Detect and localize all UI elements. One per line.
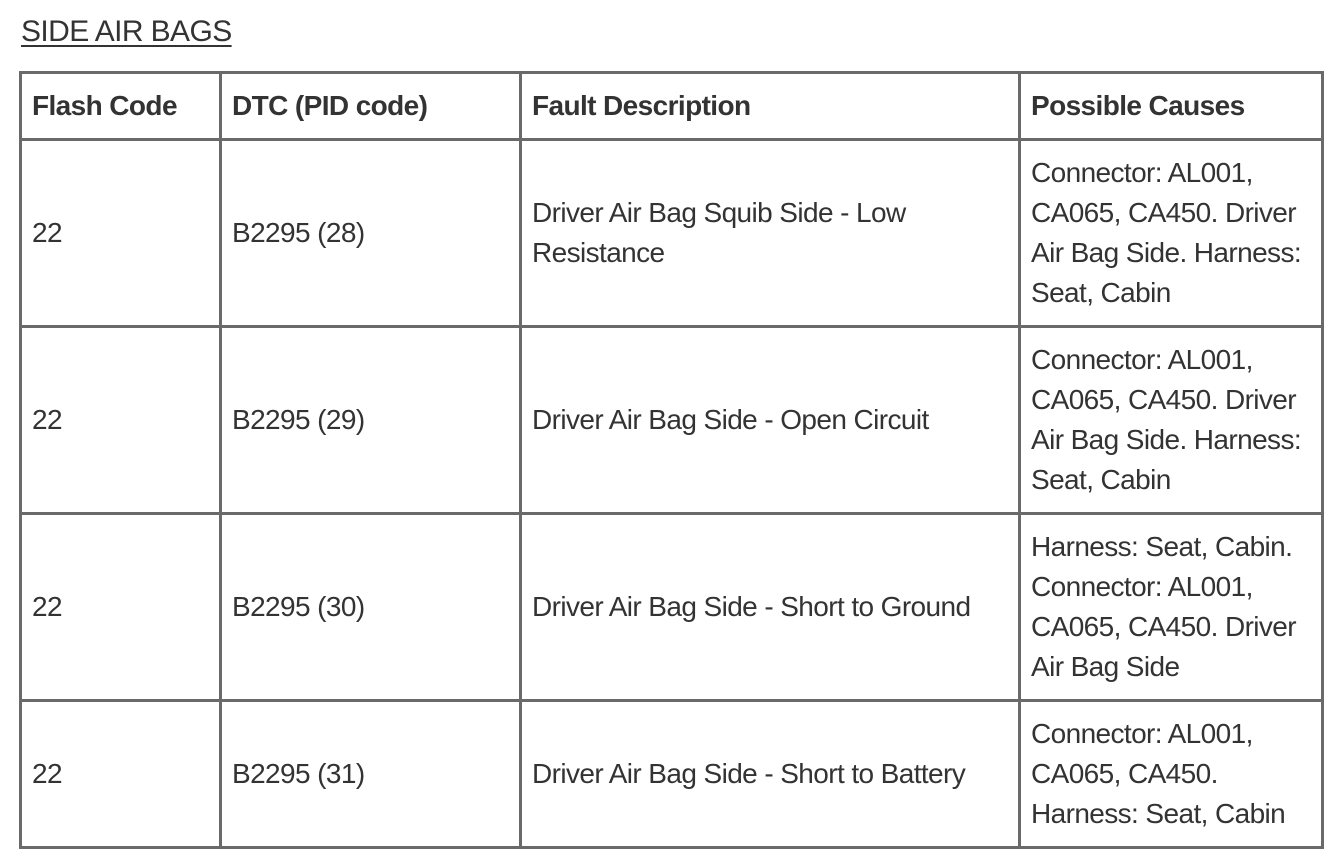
cell-fault-description: Driver Air Bag Side - Short to Battery	[521, 701, 1020, 848]
table-row	[21, 327, 1323, 514]
header-flash-code: Flash Code	[21, 73, 221, 140]
cell-dtc: B2295 (31)	[221, 701, 521, 848]
table-row	[21, 140, 1323, 327]
cell-fault-description: Driver Air Bag Squib Side - Low Resistance	[521, 140, 1020, 327]
cell-flash-code: 22	[21, 514, 221, 701]
table-row	[21, 514, 1323, 701]
cell-possible-causes: Connector: AL001, CA065, CA450. Driver Air Bag Side. Harness: Seat, Cabin	[1020, 140, 1323, 327]
cell-fault-description: Driver Air Bag Side - Short to Ground	[521, 514, 1020, 701]
cell-flash-code: 22	[21, 327, 221, 514]
cell-possible-causes: Harness: Seat, Cabin. Connector: AL001, CA065, CA450. Driver Air Bag Side	[1020, 514, 1323, 701]
cell-flash-code: 22	[21, 701, 221, 848]
header-dtc: DTC (PID code)	[221, 73, 521, 140]
cell-dtc: B2295 (29)	[221, 327, 521, 514]
cell-flash-code: 22	[21, 140, 221, 327]
cell-possible-causes: Connector: AL001, CA065, CA450. Driver Air Bag Side. Harness: Seat, Cabin	[1020, 327, 1323, 514]
table-header-row	[21, 73, 1323, 140]
table-row	[21, 701, 1323, 848]
section-title: SIDE AIR BAGS	[21, 15, 232, 48]
cell-possible-causes: Connector: AL001, CA065, CA450. Harness: Seat, Cabin	[1020, 701, 1323, 848]
header-fault-description: Fault Description	[521, 73, 1020, 140]
cell-dtc: B2295 (28)	[221, 140, 521, 327]
cell-dtc: B2295 (30)	[221, 514, 521, 701]
dtc-table	[19, 71, 1324, 849]
cell-fault-description: Driver Air Bag Side - Open Circuit	[521, 327, 1020, 514]
header-possible-causes: Possible Causes	[1020, 73, 1323, 140]
